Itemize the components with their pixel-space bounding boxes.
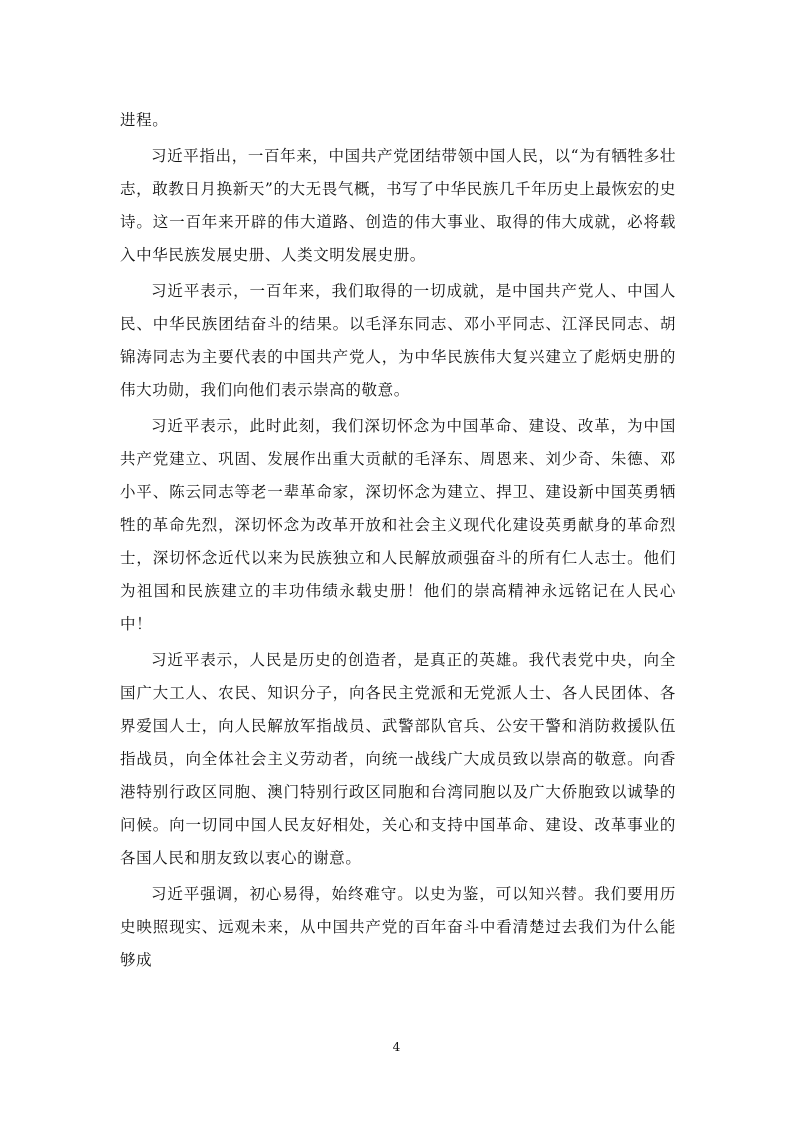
body-text [120, 104, 676, 980]
page-number: 4 [392, 1040, 401, 1054]
paragraph-historic-epic: 习近平指出，一百年来，中国共产党团结带领中国人民，以“为有牺牲多壮志，敢教日月换新天”的大无畏气概，书写了中华民族几千年历史上最恢宏的史诗。这一百年来开辟的伟大道路、创造的伟大事业、取得的伟大成就，必将载入中华民族发展史册、人类文明发展史册。 [120, 147, 676, 264]
paragraph-continuation: 进程。 [120, 111, 169, 129]
paragraph-remembrance: 习近平表示，此时此刻，我们深切怀念为中国革命、建设、改革，为中国共产党建立、巩固、发展作出重大贡献的毛泽东、周恩来、刘少奇、朱德、邓小平、陈云同志等老一辈革命家，深切怀念为建立、捍卫、建设新中国英勇牺牲的革命先烈，深切怀念为改革开放和社会主义现代化建设英勇献身的革命烈士，深切怀念近代以来为民族独立和人民解放顽强奋斗的所有仁人志士。他们为祖国和民族建立的丰功伟绩永载史册！他们的崇高精神永远铭记在人民心中！ [120, 417, 676, 633]
paragraph-original-aspiration: 习近平强调，初心易得，始终难守。以史为鉴，可以知兴替。我们要用历史映照现实、远观未来，从中国共产党的百年奋斗中看清楚过去我们为什么能够成 [120, 885, 676, 969]
paragraph-people-heroes: 习近平表示，人民是历史的创造者，是真正的英雄。我代表党中央，向全国广大工人、农民、知识分子，向各民主党派和无党派人士、各人民团体、各界爱国人士，向人民解放军指战员、武警部队官兵、公安干警和消防救援队伍指战员，向全体社会主义劳动者，向统一战线广大成员致以崇高的敬意。向香港特别行政区同胞、澳门特别行政区同胞和台湾同胞以及广大侨胞致以诚挚的问候。向一切同中国人民友好相处，关心和支持中国革命、建设、改革事业的各国人民和朋友致以衷心的谢意。 [120, 651, 676, 867]
paragraph-achievements: 习近平表示，一百年来，我们取得的一切成就，是中国共产党人、中国人民、中华民族团结奋斗的结果。以毛泽东同志、邓小平同志、江泽民同志、胡锦涛同志为主要代表的中国共产党人，为中华民族伟大复兴建立了彪炳史册的伟大功勋，我们向他们表示崇高的敬意。 [120, 282, 676, 399]
